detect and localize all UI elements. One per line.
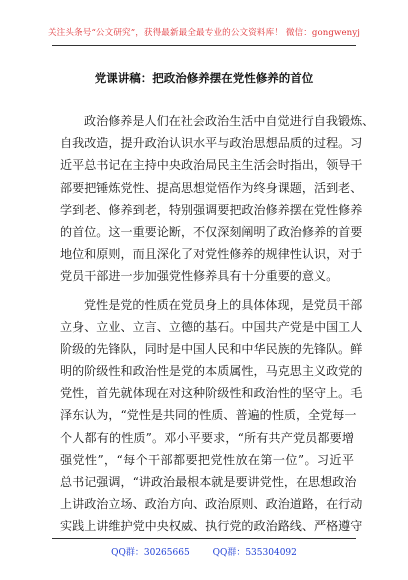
text-line: 自我改造，提升政治认识水平与政治思想品质的过程。习 bbox=[60, 136, 363, 151]
text-line: 政治修养是人们在社会政治生活中自觉进行自我锻炼、 bbox=[84, 114, 375, 128]
text-line: 地位和原则，而且深化了对党性修养的规律性认识，对于 bbox=[60, 247, 363, 262]
text-line: 近平总书记在主持中央政治局民主生活会时指出，领导干 bbox=[60, 158, 363, 173]
document-body bbox=[60, 110, 375, 538]
paragraph bbox=[60, 294, 363, 538]
text-line: 明的阶级性和政治性是党的本质属性，马克思主义政党的 bbox=[60, 364, 363, 379]
text-line: 强党性”，“每个干部都要把党性放在第一位”。习近平 bbox=[60, 452, 354, 467]
paragraph bbox=[60, 110, 375, 288]
document-title: 党课讲稿：把政治修养摆在党性修养的首位 bbox=[94, 71, 314, 85]
text-line: 部要把锤炼党性、提高思想觉悟作为终身课题，活到老、 bbox=[60, 180, 363, 195]
footer-qq-group-1: QQ群：30265665 bbox=[111, 548, 190, 558]
footer-qq-group-2: QQ群：535304092 bbox=[212, 548, 297, 558]
text-line: 党性是党的性质在党员身上的具体体现，是党员干部 bbox=[84, 297, 363, 312]
text-line: 总书记强调，“讲政治最根本就是要讲党性，在思想政治 bbox=[60, 475, 357, 489]
page-footer bbox=[0, 545, 408, 558]
text-line: 立身、立业、立言、立德的基石。中国共产党是中国工人 bbox=[60, 319, 363, 334]
text-line: 党员干部进一步加强党性修养具有十分重要的意义。 bbox=[60, 269, 339, 284]
footer-divider bbox=[52, 538, 356, 539]
text-line: 实践上讲维护党中央权威、执行党的政治路线、严格遵守 bbox=[60, 519, 363, 534]
text-line: 上讲政治立场、政治方向、政治原则、政治道路，在行动 bbox=[60, 497, 363, 512]
text-line: 阶级的先锋队，同时是中国人民和中华民族的先锋队。鲜 bbox=[60, 341, 363, 356]
text-line: 个人都有的性质”。邓小平要求，“所有共产党员都要增 bbox=[60, 430, 354, 445]
header-banner: 关注头条号“公文研究”，获得最新最全最专业的公文资料库！ 微信：gongwenyj bbox=[47, 28, 361, 38]
text-line: 学到老、修养到老，特别强调要把政治修养摆在党性修养 bbox=[60, 202, 363, 217]
text-line: 党性，首先就体现在对这种阶级性和政治性的坚守上。毛 bbox=[60, 386, 363, 401]
text-line: 的首位。这一重要论断，不仅深刻阐明了政治修养的首要 bbox=[60, 224, 363, 239]
header-divider bbox=[52, 45, 356, 46]
text-line: 泽东认为，“党性是共同的性质、普遍的性质，全党每一 bbox=[60, 408, 357, 423]
